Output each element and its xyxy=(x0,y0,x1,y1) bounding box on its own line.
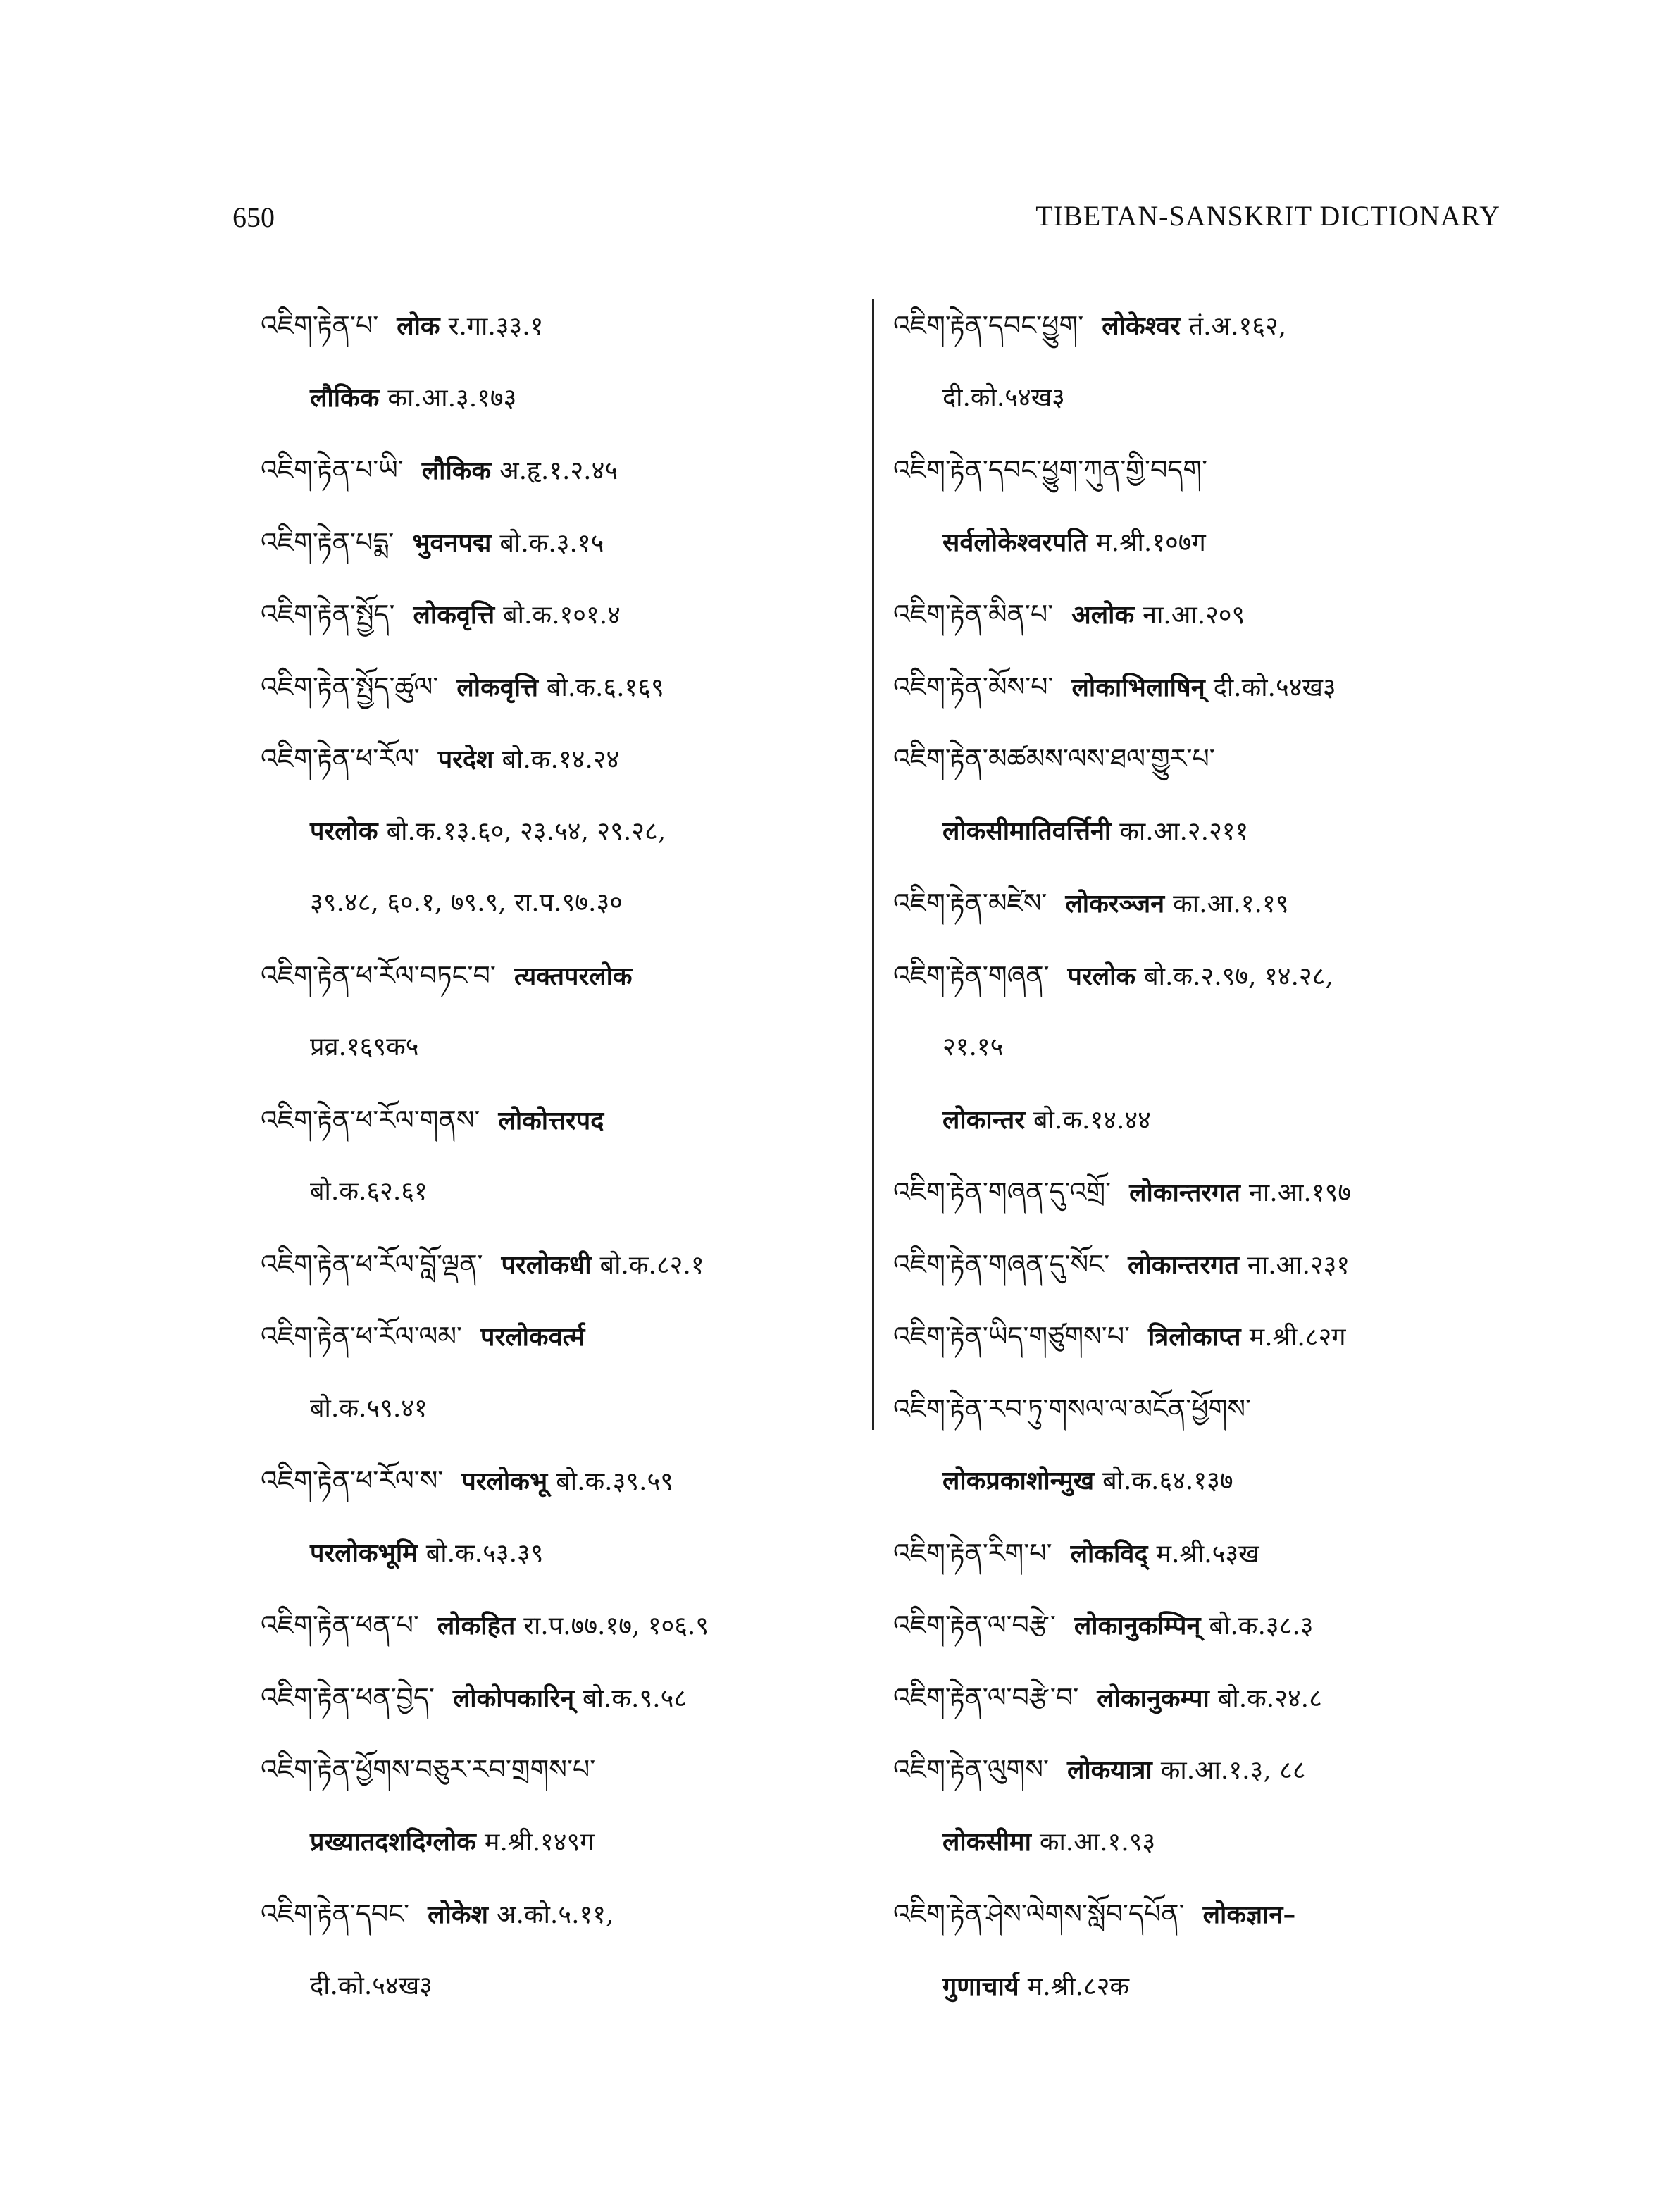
tibetan-headword: འཇིག་རྟེན་ཕན་པ་ xyxy=(261,1610,419,1640)
source-reference: रा.प.७७.१७, १०६.९ xyxy=(523,1612,709,1640)
source-reference: बो.क.३८.३ xyxy=(1209,1612,1314,1640)
dictionary-line xyxy=(261,1026,859,1099)
tibetan-headword: འཇིག་རྟེན་དབང་ཕྱུག་ xyxy=(893,310,1084,341)
source-reference: दी.को.५४ख३ xyxy=(310,1971,433,2000)
source-reference: ना.आ.२०९ xyxy=(1143,601,1245,630)
tibetan-headword: འཇིག་རྟེན་ཕ་རོལ་བློ་ལྡན་ xyxy=(261,1248,483,1280)
tibetan-headword: འཇིག་རྟེན་ཤེས་ལེགས་སློབ་དཔོན་ xyxy=(893,1898,1185,1929)
sanskrit-equivalent: लोकान्तर xyxy=(942,1104,1026,1135)
source-reference: ३९.४८, ६०.१, ७९.९, रा.प.९७.३० xyxy=(310,888,623,917)
source-reference: अ.को.५.११, xyxy=(497,1900,614,1929)
sanskrit-equivalent: परलोकवर्त्म xyxy=(480,1322,585,1352)
source-reference: बो.क.३.१५ xyxy=(499,528,604,558)
sanskrit-equivalent: परदेश xyxy=(437,745,494,774)
source-reference: बो.क.९.५८ xyxy=(583,1683,687,1713)
tibetan-headword: འཇིག་རྟེན་པ་ xyxy=(261,310,379,341)
tibetan-headword: འཇིག་རྟེན་ཡིད་གཙུགས་པ་ xyxy=(893,1321,1131,1352)
running-head: TIBETAN-SANSKRIT DICTIONARY xyxy=(1035,200,1500,232)
tibetan-headword: འཇིག་རྟེན་མཚམས་ལས་ཐལ་གྱུར་པ་ xyxy=(893,743,1215,774)
dictionary-line xyxy=(261,521,859,594)
dictionary-line xyxy=(261,593,859,666)
source-reference: बो.क.६२.६१ xyxy=(310,1177,428,1206)
sanskrit-equivalent: लोकज्ञान– xyxy=(1202,1900,1296,1929)
dictionary-line xyxy=(261,737,859,810)
source-reference: दी.को.५४ख३ xyxy=(942,382,1065,412)
tibetan-headword: འཇིག་རྟེན་ཕ་རོལ་ xyxy=(261,743,420,774)
sanskrit-equivalent: लोकसीमा xyxy=(942,1826,1031,1857)
sanskrit-equivalent: लोकानुकम्पिन् xyxy=(1074,1611,1201,1640)
source-reference: दी.को.५४ख३ xyxy=(1213,673,1336,702)
dictionary-line xyxy=(261,1459,859,1532)
dictionary-line xyxy=(261,1388,859,1460)
source-reference: बो.क.२.९७, १४.२८, xyxy=(1144,961,1333,991)
source-reference: बो.क.१०१.४ xyxy=(503,601,621,630)
sanskrit-equivalent: लोक xyxy=(397,311,440,341)
dictionary-line xyxy=(893,1171,1513,1243)
sanskrit-equivalent: लोकवृत्ति xyxy=(413,600,495,630)
sanskrit-equivalent: लोकाभिलाषिन् xyxy=(1071,672,1205,702)
dictionary-line xyxy=(893,304,1513,377)
tibetan-headword: འཇིག་རྟེན་མཛེས་ xyxy=(893,888,1047,919)
sanskrit-equivalent: गुणाचार्य xyxy=(942,1971,1019,2001)
source-reference: का.आ.१.१९ xyxy=(1173,890,1289,919)
tibetan-headword: འཇིག་རྟེན་རིག་པ་ xyxy=(893,1537,1052,1569)
sanskrit-equivalent: भुवनपद्म xyxy=(412,528,492,558)
right-column xyxy=(893,304,1513,2037)
dictionary-line xyxy=(893,449,1513,521)
dictionary-line xyxy=(893,882,1513,954)
dictionary-line xyxy=(893,810,1513,883)
sanskrit-equivalent: परलोकभूमि xyxy=(310,1538,418,1568)
sanskrit-equivalent: लोकसीमातिवर्त्तिनी xyxy=(942,816,1112,846)
source-reference: बो.क.१४.४४ xyxy=(1033,1105,1151,1135)
source-reference: बो.क.३९.५९ xyxy=(556,1467,673,1496)
tibetan-headword: འཇིག་རྟེན་ཕན་བྱེད་ xyxy=(261,1681,435,1713)
sanskrit-equivalent: लोकोत्तरपद xyxy=(498,1105,604,1135)
dictionary-line xyxy=(893,1604,1513,1676)
tibetan-headword: འཇིག་རྟེན་དབང་ཕྱུག་ཀུན་གྱི་བདག་ xyxy=(893,454,1208,485)
tibetan-headword: འཇིག་རྟེན་གཞན་དུ་འགྲོ་ xyxy=(893,1176,1112,1207)
tibetan-headword: འཇིག་རྟེན་ལ་བརྩེ་ xyxy=(893,1610,1056,1640)
source-reference: म.श्री.५३ख xyxy=(1156,1539,1259,1569)
source-reference: का.आ.१.३, ८८ xyxy=(1160,1756,1306,1785)
sanskrit-equivalent: लोकरञ्जन xyxy=(1065,889,1165,919)
dictionary-line xyxy=(893,666,1513,738)
tibetan-headword: འཇིག་རྟེན་གཞན་ xyxy=(893,959,1050,991)
source-reference: का.आ.१.९३ xyxy=(1039,1827,1156,1857)
source-reference: ना.आ.२३१ xyxy=(1247,1250,1350,1280)
dictionary-line xyxy=(893,1099,1513,1171)
dictionary-line xyxy=(893,1821,1513,1893)
tibetan-headword: འཇིག་རྟེན་ཕྱོགས་བཅུར་རབ་གྲགས་པ་ xyxy=(261,1754,596,1785)
dictionary-line xyxy=(261,666,859,738)
sanskrit-equivalent: लोकान्तरगत xyxy=(1129,1178,1240,1207)
sanskrit-equivalent: लोकानुकम्पा xyxy=(1097,1683,1209,1713)
dictionary-line xyxy=(893,377,1513,449)
sanskrit-equivalent: परलोक xyxy=(310,816,378,846)
tibetan-headword: འཇིག་རྟེན་མིན་པ་ xyxy=(893,599,1054,630)
dictionary-line xyxy=(893,521,1513,594)
dictionary-line xyxy=(893,1532,1513,1605)
source-reference: म.श्री.१०७ग xyxy=(1096,528,1206,557)
dictionary-line xyxy=(261,1171,859,1243)
tibetan-headword: འཇིག་རྟེན་ཕ་རོལ་ས་ xyxy=(261,1465,444,1496)
sanskrit-equivalent: प्रख्यातदशदिग्लोक xyxy=(310,1826,476,1857)
dictionary-line xyxy=(261,810,859,883)
sanskrit-equivalent: लोकोपकारिन् xyxy=(452,1683,575,1713)
tibetan-headword: འཇིག་རྟེན་པདྨ་ xyxy=(261,526,394,558)
sanskrit-equivalent: सर्वलोकेश्वरपति xyxy=(942,527,1088,557)
sanskrit-equivalent: अलोक xyxy=(1071,600,1135,630)
dictionary-line xyxy=(261,1893,859,1965)
source-reference: बो.क.१३.६०, २३.५४, २९.२८, xyxy=(386,816,666,846)
sanskrit-equivalent: परलोक xyxy=(1067,961,1136,991)
dictionary-line xyxy=(261,882,859,954)
dictionary-line xyxy=(893,1243,1513,1316)
dictionary-line xyxy=(261,1604,859,1676)
source-reference: तं.अ.१६२, xyxy=(1188,312,1287,341)
source-reference: अ.हृ.१.२.४५ xyxy=(499,456,618,485)
source-reference: बो.क.५९.४१ xyxy=(310,1393,428,1423)
sanskrit-equivalent: परलोकधी xyxy=(501,1250,592,1280)
dictionary-line xyxy=(261,449,859,521)
sanskrit-equivalent: लोकेश xyxy=(428,1900,489,1929)
source-reference: का.आ.३.१७३ xyxy=(387,383,517,413)
sanskrit-equivalent: लौकिक xyxy=(421,456,492,485)
tibetan-headword: འཇིག་རྟེན་དབང་ xyxy=(261,1898,410,1929)
source-reference: म.श्री.८२क xyxy=(1027,1972,1130,2001)
tibetan-headword: འཇིག་རྟེན་སྤྱོད་ xyxy=(261,599,395,630)
dictionary-line xyxy=(261,1243,859,1316)
source-reference: बो.क.२४.८ xyxy=(1217,1683,1322,1713)
source-reference: २१.१५ xyxy=(942,1033,1004,1061)
dictionary-line xyxy=(261,1821,859,1893)
column-divider xyxy=(872,299,874,1430)
source-reference: बो.क.६४.१३७ xyxy=(1102,1467,1233,1495)
sanskrit-equivalent: लोकान्तरगत xyxy=(1128,1250,1239,1280)
sanskrit-equivalent: त्यक्तपरलोक xyxy=(514,961,633,991)
tibetan-headword: འཇིག་རྟེན་ལུགས་ xyxy=(893,1754,1049,1785)
dictionary-line xyxy=(261,1532,859,1605)
dictionary-line xyxy=(261,1099,859,1171)
tibetan-headword: འཇིག་རྟེན་མོས་པ་ xyxy=(893,671,1054,702)
source-reference: प्रव्र.१६९क५ xyxy=(310,1033,419,1061)
sanskrit-equivalent: लोकवृत्ति xyxy=(456,672,538,702)
sanskrit-equivalent: लोकयात्रा xyxy=(1066,1755,1152,1785)
tibetan-headword: འཇིག་རྟེན་སྤྱོད་ཚུལ་ xyxy=(261,671,439,702)
dictionary-line xyxy=(893,1893,1513,1965)
sanskrit-equivalent: लोकहित xyxy=(437,1611,516,1640)
dictionary-line xyxy=(893,1388,1513,1460)
dictionary-line xyxy=(261,1965,859,2038)
dictionary-line xyxy=(261,1315,859,1388)
tibetan-headword: འཇིག་རྟེན་གཞན་དུ་སོང་ xyxy=(893,1248,1110,1280)
tibetan-headword: འཇིག་རྟེན་ཕ་རོལ་ལམ་ xyxy=(261,1321,463,1352)
source-reference: बो.क.६.१६९ xyxy=(546,673,664,702)
sanskrit-equivalent: लौकिक xyxy=(310,382,380,413)
tibetan-headword: འཇིག་རྟེན་པ་ཡི་ xyxy=(261,454,404,485)
tibetan-headword: འཇིག་རྟེན་ལ་བརྩེ་བ་ xyxy=(893,1681,1079,1713)
source-reference: का.आ.२.२११ xyxy=(1119,816,1249,846)
dictionary-line xyxy=(893,1965,1513,2038)
source-reference: ना.आ.१९७ xyxy=(1248,1178,1352,1207)
dictionary-line xyxy=(893,593,1513,666)
dictionary-line xyxy=(893,1459,1513,1532)
page-number: 650 xyxy=(232,201,275,233)
dictionary-line xyxy=(893,737,1513,810)
source-reference: बो.क.१४.२४ xyxy=(502,745,620,774)
tibetan-headword: འཇིག་རྟེན་རབ་ཏུ་གསལ་ལ་མངོན་ཕྱོགས་ xyxy=(893,1393,1251,1424)
dictionary-line xyxy=(893,1748,1513,1821)
left-column xyxy=(261,304,859,2037)
tibetan-headword: འཇིག་རྟེན་ཕ་རོལ་བཏང་བ་ xyxy=(261,959,496,991)
tibetan-headword: འཇིག་རྟེན་ཕ་རོལ་གནས་ xyxy=(261,1104,480,1135)
dictionary-line xyxy=(261,377,859,449)
source-reference: म.श्री.८२ग xyxy=(1249,1323,1346,1352)
source-reference: बो.क.५३.३९ xyxy=(425,1538,544,1568)
sanskrit-equivalent: लोकेश्वर xyxy=(1102,311,1181,341)
dictionary-line xyxy=(261,1748,859,1821)
sanskrit-equivalent: लोकविद् xyxy=(1070,1538,1148,1569)
sanskrit-equivalent: त्रिलोकाप्त xyxy=(1148,1322,1241,1352)
dictionary-line xyxy=(261,954,859,1027)
dictionary-line xyxy=(261,304,859,377)
source-reference: म.श्री.१४९ग xyxy=(484,1827,595,1857)
sanskrit-equivalent: परलोकभू xyxy=(461,1467,548,1496)
dictionary-line xyxy=(893,954,1513,1027)
source-reference: र.गा.३३.१ xyxy=(448,312,544,341)
sanskrit-equivalent: लोकप्रकाशोन्मुख xyxy=(942,1466,1095,1495)
dictionary-line xyxy=(893,1026,1513,1099)
dictionary-line xyxy=(893,1315,1513,1388)
dictionary-line xyxy=(893,1676,1513,1749)
dictionary-line xyxy=(261,1676,859,1749)
source-reference: बो.क.८२.१ xyxy=(599,1250,704,1280)
